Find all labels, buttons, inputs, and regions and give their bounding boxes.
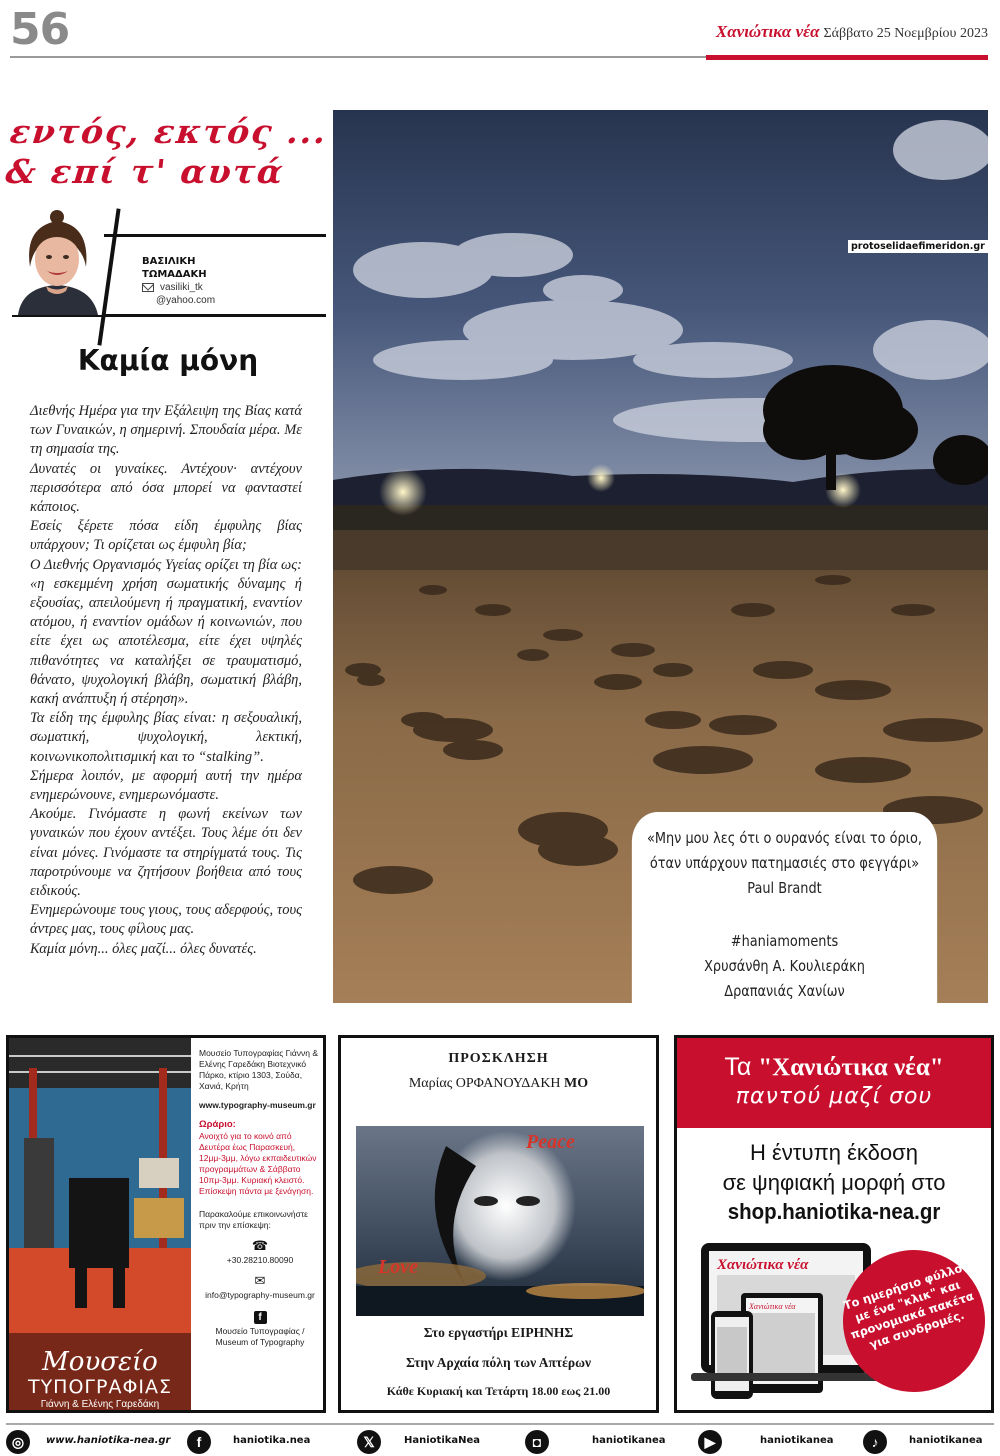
- article-paragraph: Διεθνής Ημέρα για την Εξάλειψη της Βίας κατά των Γυναικών, η σημερινή. Σπουδαία μέρα. Με τη σημασία της.: [30, 403, 302, 458]
- haniotika-banner: Τα "Χανιώτικα νέα" παντού μαζί σου: [677, 1038, 991, 1128]
- photo-credit-name: Χρυσάνθη Α. Κουλιεράκη: [704, 957, 865, 975]
- tiktok-icon: ♪: [863, 1430, 887, 1454]
- quote-line1: «Μην μου λες ότι ο ουρανός είναι το όριο,: [646, 829, 923, 847]
- article-headline: Καμία μόνη: [77, 344, 259, 377]
- invitation-line1: Στο εργαστήρι ΕΙΡΗΝΗΣ: [423, 1325, 574, 1340]
- article-paragraph: Σήμερα λοιπόν, με αφορμή αυτή την ημέρα ενημερώνουνε, ενημερωνόμαστε.: [30, 767, 302, 804]
- footer-instagram[interactable]: haniotikanea: [592, 1435, 666, 1446]
- article-paragraph: Εσείς ξέρετε πόσα είδη έμφυλης βίας υπάρχουν; Τι ορίζεται ως έμφυλη βία;: [30, 518, 302, 554]
- globe-icon: ◎: [6, 1430, 30, 1454]
- museum-facebook[interactable]: Μουσείο Τυπογραφίας / Museum of Typography: [215, 1326, 305, 1347]
- invitation-line3: Κάθε Κυριακή και Τετάρτη 18.00 εως 21.00: [386, 1384, 611, 1398]
- invitation-artwork: [356, 1126, 644, 1316]
- screen-brand: Χανιώτικα νέα: [717, 1257, 809, 1273]
- masthead-brand: Χανιώτικα νέα: [715, 22, 820, 41]
- ad-invitation: [338, 1035, 659, 1413]
- subscription-badge: Το ημερήσιο φύλλο με ένα "κλικ" και προνομιακά πακέτα για συνδρομές.: [825, 1232, 994, 1411]
- ad-typography-museum[interactable]: [6, 1035, 326, 1413]
- museum-info: [199, 1048, 321, 1348]
- quote-line2: όταν υπάρχουν πατημασιές στο φεγγάρι»: [649, 854, 920, 872]
- author-photo: [10, 207, 104, 315]
- column-title-line1: εντός, εκτός ...: [8, 112, 330, 151]
- photo-quote-box: [632, 812, 937, 1008]
- x-icon: 𝕏: [357, 1430, 381, 1454]
- photo-hashtag: #haniamoments: [730, 932, 839, 950]
- footer-x[interactable]: HaniotikaNea: [404, 1435, 481, 1446]
- artwork-word-love: Love: [378, 1256, 418, 1278]
- mail-icon: [142, 283, 154, 292]
- haniotika-text: Η έντυπη έκδοση σε ψηφιακή μορφή στο: [722, 1140, 946, 1195]
- column-title-line2: & επί τ' αυτά: [3, 152, 287, 191]
- museum-hours-title: Ωράριο:: [199, 1119, 236, 1130]
- museum-hours: Ανοιχτό για το κοινό από Δευτέρα έως Παρασκευή, 12μμ-3μμ, λόγω εκπαιδευτικών προγραμμάτων & Σάββατο 10πμ-3μμ. Κυριακή κλειστό. Επίσκεψη πάντα με ξενάγηση.: [199, 1131, 317, 1196]
- invitation-title: ΠΡΟΣΚΛΗΣΗ: [448, 1051, 549, 1066]
- article-paragraph: Καμία μόνη... όλες μαζί... όλες δυνατές.: [30, 940, 257, 957]
- haniotika-shop-link[interactable]: shop.haniotika-nea.gr: [727, 1199, 941, 1224]
- footer-tiktok[interactable]: haniotikanea: [909, 1435, 983, 1446]
- article-body: [30, 402, 302, 959]
- photo-credit-place: Δραπανιάς Χανίων: [724, 982, 845, 1000]
- artwork-word-peace: Peace: [526, 1131, 575, 1153]
- footer-facebook[interactable]: haniotika.nea: [233, 1435, 311, 1446]
- author-block: [8, 205, 328, 337]
- quote-author: Paul Brandt: [747, 879, 822, 897]
- column-title: [4, 112, 332, 192]
- article-paragraph: Ενημερώνουμε τους γιους, τους αδερφούς, τους άντρες μας, τους φίλους μας.: [30, 902, 302, 938]
- footer-divider: [6, 1423, 994, 1425]
- tablet-screen-brand: Χανιώτικα νέα: [749, 1302, 796, 1311]
- author-name: ΒΑΣΙΛΙΚΗ ΤΩΜΑΔΑΚΗ: [142, 256, 207, 280]
- footer-website[interactable]: www.haniotika-nea.gr: [46, 1435, 171, 1446]
- issue-date: Σάββατο 25 Νοεμβρίου 2023: [823, 26, 988, 41]
- museum-note: Παρακαλούμε επικοινωνήστε πριν την επίσκεψη:: [199, 1209, 308, 1230]
- museum-address: Μουσείο Τυπογραφίας Γιάννη & Ελένης Γαρεδάκη Βιοτεχνικό Πάρκο, κτίριο 1303, Σούδα, Χανιά, Κρήτη: [199, 1048, 319, 1091]
- article-paragraph: Τα είδη της έμφυλης βίας είναι: η σεξουαλική, σωματική, ψυχολογική, λεκτική, κοινωνικοπολιτισμική και το “stalking”.: [30, 710, 302, 765]
- museum-email[interactable]: info@typography-museum.gr: [205, 1290, 315, 1300]
- article-paragraph: Δυνατές οι γυναίκες. Αντέχουν· αντέχουν περισσότερα από όσα μπορεί να φανταστεί κάποιος.: [30, 460, 302, 516]
- footer-youtube[interactable]: haniotikanea: [760, 1435, 834, 1446]
- ad-haniotika-digital[interactable]: [674, 1035, 994, 1413]
- museum-logo: Μουσείο ΤΥΠΟΓΡΑΦΙΑΣ Γιάννη & Ελένης Γαρεδάκη: [27, 1347, 173, 1410]
- article-paragraph: Ακούμε. Γινόμαστε η φωνή εκείνων των γυναικών που έχουν αντέξει. Τους λέμε ότι δεν είναι μόνες. Γινόμαστε τα στηρίγματά τους. Τις παροτρύνουμε να ζητήσουν βοήθεια από τους ειδικούς.: [30, 806, 302, 900]
- article-paragraph: Ο Διεθνής Οργανισμός Υγείας ορίζει τη βία ως: «η εσκεμμένη χρήση σωματικής δύναμης ή εξουσίας, απειλούμενη ή πραγματική, εναντίον ατόμου, ή εναντίον ομάδων ή κοινωνιών, που είτε έχει ως αποτέλεσμα, είτε έχει υψηλές πιθανότητες να καταλήξει σε τραυματισμό, θάνατο, ψυχολογική βλάβη, σωματική βλάβη, κακή ανάπτυξη ή στέρηση».: [30, 556, 302, 708]
- masthead-info: [716, 22, 988, 42]
- museum-website[interactable]: www.typography-museum.gr: [199, 1100, 316, 1110]
- museum-phone[interactable]: +30.28210.80090: [226, 1255, 294, 1265]
- facebook-icon: f: [187, 1430, 211, 1454]
- author-email: vasiliki_tk @yahoo.com: [142, 281, 215, 307]
- header-accent-bar: [706, 55, 988, 60]
- mail-icon: ✉: [254, 1273, 266, 1288]
- page-number: 56: [10, 4, 70, 55]
- invitation-name: Μαρίας ΟΡΦΑΝΟΥΔΑΚΗ ΜΟ: [408, 1076, 589, 1091]
- invitation-line2: Στην Αρχαία πόλη των Απτέρων: [405, 1355, 591, 1370]
- phone-icon: ☎: [251, 1238, 269, 1253]
- facebook-icon: f: [199, 1309, 321, 1324]
- watermark: protoselidaefimeridon.gr: [848, 240, 988, 253]
- footer-social-bar: [0, 1428, 1000, 1456]
- instagram-icon: ◘: [525, 1430, 549, 1454]
- youtube-icon: ▶: [698, 1430, 722, 1454]
